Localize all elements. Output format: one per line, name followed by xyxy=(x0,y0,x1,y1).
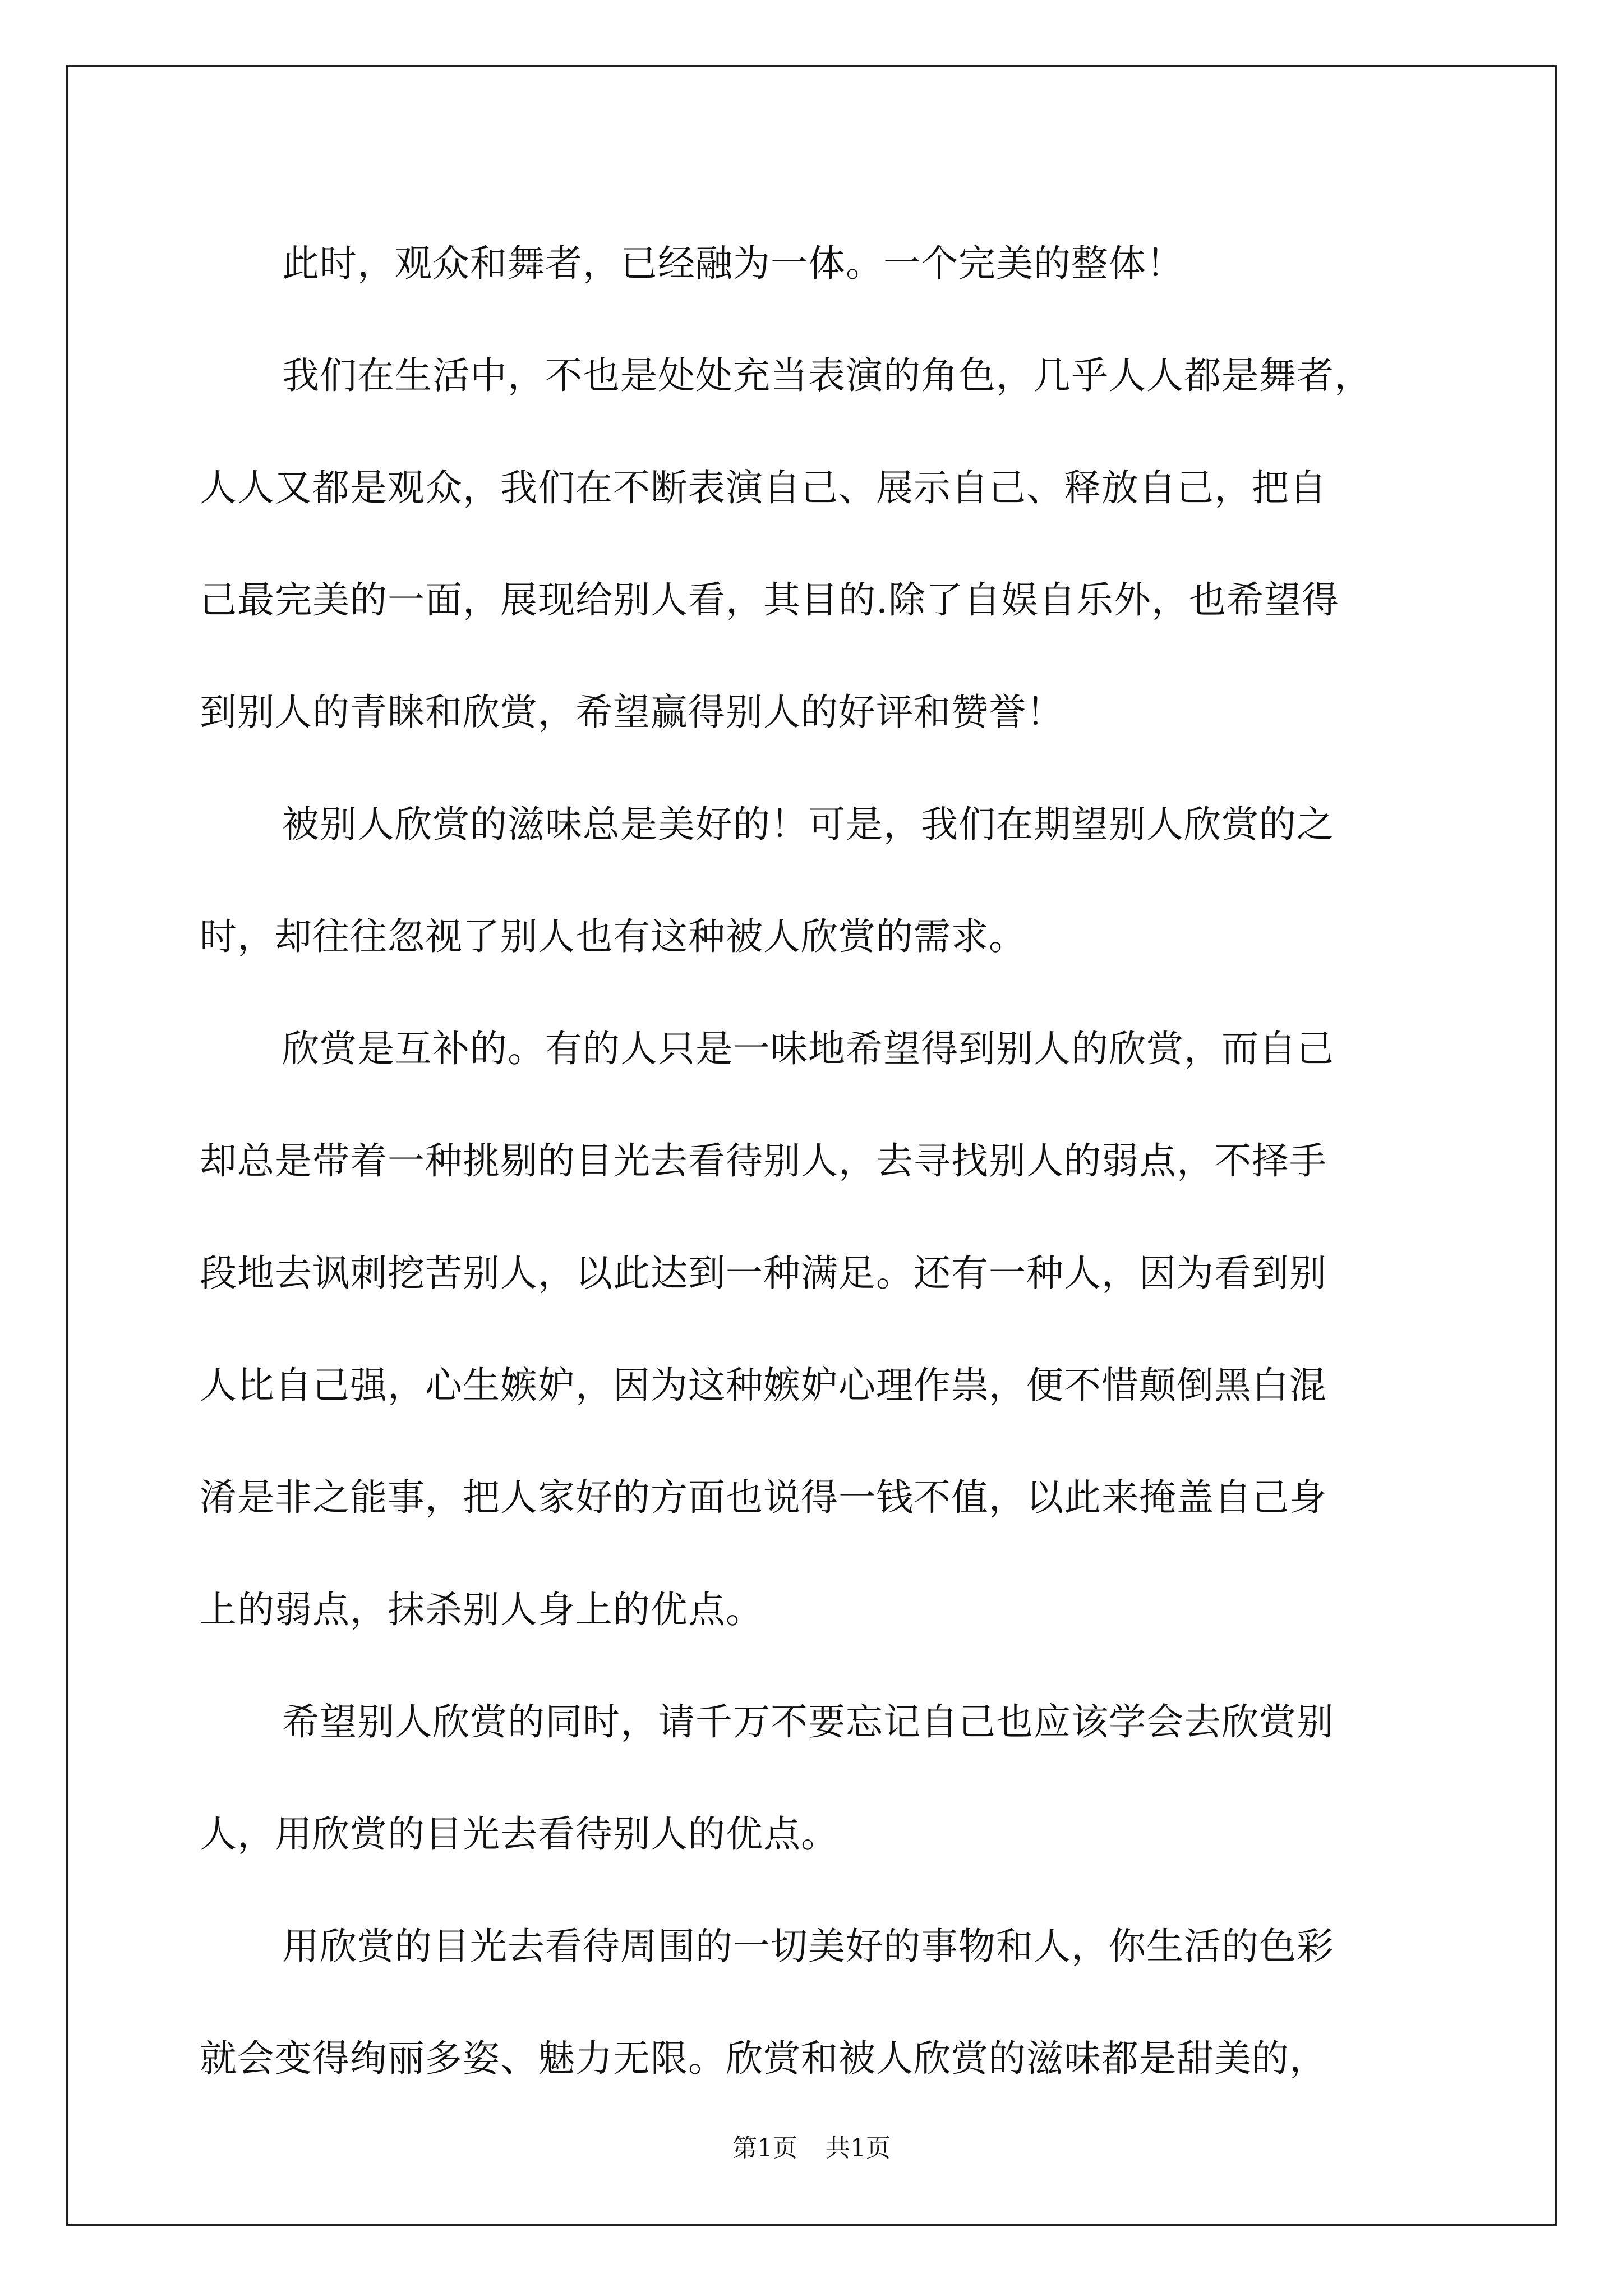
document-body xyxy=(200,208,1433,2115)
text-line: 段地去讽刺挖苦别人，以此达到一种满足。还有一种人，因为看到别 xyxy=(200,1251,1327,1295)
text-line: 却总是带着一种挑剔的目光去看待别人，去寻找别人的弱点，不择手 xyxy=(200,1139,1327,1182)
text-line: 欣赏是互补的。有的人只是一味地希望得到别人的欣赏，而自己 xyxy=(282,1027,1334,1070)
text-line: 时，却往往忽视了别人也有这种被人欣赏的需求。 xyxy=(200,915,1026,958)
text-line: 人，用欣赏的目光去看待别人的优点。 xyxy=(200,1812,838,1856)
page-number: 第1页 xyxy=(732,2134,797,2162)
text-line: 就会变得绚丽多姿、魅力无限。欣赏和被人欣赏的滋味都是甜美的， xyxy=(200,2037,1327,2080)
text-line: 人人又都是观众，我们在不断表演自己、展示自己、释放自己，把自 xyxy=(200,466,1327,509)
page-total: 共1页 xyxy=(826,2134,891,2162)
text-line: 用欣赏的目光去看待周围的一切美好的事物和人，你生活的色彩 xyxy=(282,1925,1334,1968)
text-line: 希望别人欣赏的同时，请千万不要忘记自己也应该学会去欣赏别 xyxy=(282,1700,1334,1743)
text-line: 己最完美的一面，展现给别人看，其目的.除了自娱自乐外，也希望得 xyxy=(200,578,1339,622)
text-line: 此时，观众和舞者，已经融为一体。一个完美的整体！ xyxy=(282,242,1184,285)
text-line: 上的弱点，抹杀别人身上的优点。 xyxy=(200,1588,763,1631)
text-line: 人比自己强，心生嫉妒，因为这种嫉妒心理作祟，便不惜颠倒黑白混 xyxy=(200,1364,1327,1407)
page-footer xyxy=(0,2132,1623,2165)
text-line: 被别人欣赏的滋味总是美好的！可是，我们在期望别人欣赏的之 xyxy=(282,803,1334,846)
text-line: 淆是非之能事，把人家好的方面也说得一钱不值，以此来掩盖自己身 xyxy=(200,1476,1327,1519)
text-line: 我们在生活中，不也是处处充当表演的角色，几乎人人都是舞者， xyxy=(282,354,1372,397)
text-line: 到别人的青睐和欣赏，希望赢得别人的好评和赞誉！ xyxy=(200,691,1064,734)
